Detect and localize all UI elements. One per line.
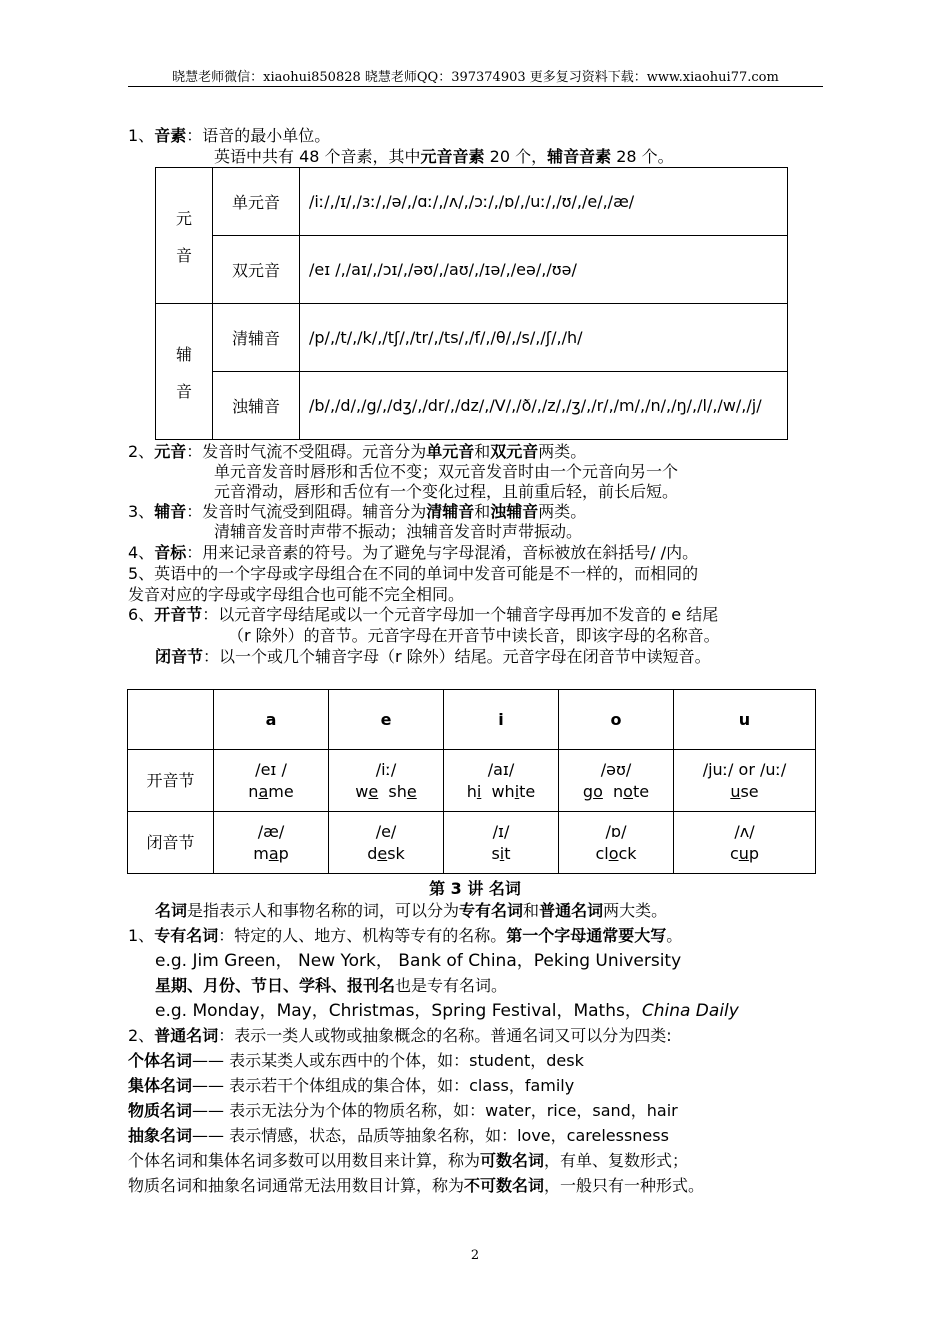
- example-words: [674, 843, 815, 865]
- word-part: me: [268, 781, 294, 801]
- ipa-symbol: /iː/: [375, 759, 397, 779]
- word-part: s: [491, 843, 500, 863]
- section-1: 1、音素：语音的最小单位。: [128, 126, 331, 145]
- word-part: n: [602, 781, 624, 801]
- monophthong-list: /iː/,/ɪ/,/ɜː/,/ə/,/ɑː/,/ʌ/,/ɔː/,/ɒ/,/uː/,/ʊ/,/e/,/æ/: [300, 168, 788, 236]
- word-part: ck: [618, 843, 637, 863]
- voiceless-list: /p/,/t/,/k/,/tʃ/,/tr/,/ts/,/f/,/θ/,/s/,/ʃ/,/h/: [300, 304, 788, 372]
- section-3: 3、辅音：发音时气流受到阻碍。辅音分为清辅音和浊辅音两类。: [128, 502, 587, 521]
- closed-cell-o: [559, 812, 674, 874]
- syllable-table: [127, 689, 816, 874]
- section-6-line-2: （r 除外）的音节。元音字母在开音节中读长音，即该字母的名称音。: [228, 626, 720, 645]
- header-u: u: [674, 690, 816, 750]
- example-words: [674, 781, 815, 803]
- word-part: m: [253, 843, 269, 863]
- example-words: [559, 843, 673, 865]
- section-4: 4、音标：用来记录音素的符号。为了避免与字母混淆，音标被放在斜括号/ /内。: [128, 543, 699, 562]
- header-a: a: [214, 690, 329, 750]
- open-syllable-label: 开音节: [128, 750, 214, 812]
- voiced-label: 浊辅音: [213, 372, 300, 440]
- example-words: [214, 843, 328, 865]
- lecture-title: 第 3 讲 名词: [429, 879, 521, 898]
- section-6-closed: 闭音节：以一个或几个辅音字母（r 除外）结尾。元音字母在闭音节中读短音。: [155, 647, 711, 666]
- closed-syllable-label: 闭音节: [128, 812, 214, 874]
- ipa-symbol: /aɪ/: [487, 759, 515, 779]
- example-words: [329, 781, 443, 803]
- section-2: 2、元音：发音时气流不受阻碍。元音分为单元音和双元音两类。: [128, 442, 587, 461]
- word-part: sk: [387, 843, 405, 863]
- section-6: 6、开音节：以元音字母结尾或以一个元音字母加一个辅音字母再加不发音的 e 结尾: [128, 605, 719, 624]
- section-2-line-3: 元音滑动，唇形和舌位有一个变化过程，且前重后轻，前长后短。: [214, 482, 679, 501]
- ipa-symbol: /ɒ/: [605, 821, 627, 841]
- ipa-symbol: /əʊ/: [600, 759, 632, 779]
- proper-noun-example-1: e.g. Jim Green， New York， Bank of China，Peking University: [155, 951, 682, 971]
- abstract-noun: 抽象名词—— 表示情感，状态，品质等抽象名称，如：love，carelessness: [128, 1126, 669, 1145]
- word-part: cl: [595, 843, 609, 863]
- open-cell-i: [444, 750, 559, 812]
- header-rule: [128, 86, 823, 87]
- word-part: w: [355, 781, 369, 801]
- vowel-letter: i: [499, 843, 505, 863]
- vowel-letter: e: [377, 843, 388, 863]
- ipa-symbol: /e/: [375, 821, 397, 841]
- page-header: 晓慧老师微信：xiaohui850828 晓慧老师QQ：397374903 更多复习资料下载：www.xiaohui77.com: [172, 70, 779, 85]
- diphthong-list: /eɪ /,/aɪ/,/ɔɪ/,/əʊ/,/aʊ/,/ɪə/,/eə/,/ʊə/: [300, 236, 788, 304]
- ipa-symbol: /æ/: [257, 821, 285, 841]
- vowel-letter: o: [593, 781, 603, 801]
- vowel-letter: a: [268, 843, 279, 863]
- vowel-letter: i: [514, 781, 520, 801]
- proper-noun-example-2: e.g. Monday，May，Christmas，Spring Festival，Maths，China Daily: [155, 1001, 739, 1021]
- ipa-symbol: /ɪ/: [492, 821, 510, 841]
- vowel-letter: u: [738, 843, 749, 863]
- header-e: e: [329, 690, 444, 750]
- section-2-line-2: 单元音发音时唇形和舌位不变；双元音发音时由一个元音向另一个: [214, 462, 679, 481]
- word-part: g: [582, 781, 594, 801]
- word-part: h: [466, 781, 477, 801]
- proper-noun: 1、专有名词：特定的人、地方、机构等专有的名称。第一个字母通常要大写。: [128, 926, 683, 945]
- example-words: [444, 843, 558, 865]
- ipa-symbol: /eɪ /: [255, 759, 287, 779]
- word-part: n: [248, 781, 259, 801]
- corner-cell: [128, 690, 214, 750]
- countable-note: 个体名词和集体名词多数可以用数目来计算，称为可数名词，有单、复数形式；: [128, 1151, 689, 1170]
- example-words: [329, 843, 443, 865]
- voiced-list: /b/,/d/,/g/,/dʒ/,/dr/,/dz/,/V/,/ð/,/z/,/ʒ/,/r/,/m/,/n/,/ŋ/,/l/,/w/,/j/: [300, 372, 788, 440]
- diphthong-label: 双元音: [213, 236, 300, 304]
- word-part: p: [748, 843, 760, 863]
- vowel-letter: u: [730, 781, 741, 801]
- header-o: o: [559, 690, 674, 750]
- section-5: 5、英语中的一个字母或字母组合在不同的单词中发音可能是不一样的，而相同的: [128, 564, 699, 583]
- open-cell-e: [329, 750, 444, 812]
- header-i: i: [444, 690, 559, 750]
- common-noun: 2、普通名词：表示一类人或物或抽象概念的名称。普通名词又可以分为四类:: [128, 1026, 672, 1045]
- material-noun: 物质名词—— 表示无法分为个体的物质名称，如：water，rice，sand，hair: [128, 1101, 678, 1120]
- word-part: te: [519, 781, 536, 801]
- vowel-letter: e: [406, 781, 417, 801]
- voiceless-label: 清辅音: [213, 304, 300, 372]
- closed-cell-u: [674, 812, 816, 874]
- word-part: sh: [378, 781, 407, 801]
- vowel-letter: i: [476, 781, 482, 801]
- example-words: [444, 781, 558, 803]
- example-words: [559, 781, 673, 803]
- vowel-letter: e: [368, 781, 379, 801]
- noun-intro: 名词是指表示人和事物名称的词，可以分为专有名词和普通名词两大类。: [155, 901, 668, 920]
- monophthong-label: 单元音: [213, 168, 300, 236]
- consonant-category: 辅 音: [156, 304, 213, 440]
- word-part: p: [278, 843, 289, 863]
- vowel-letter: a: [258, 781, 269, 801]
- open-cell-a: [214, 750, 329, 812]
- section-1-line-2: 英语中共有 48 个音素，其中元音音素 20 个，辅音音素 28 个。: [214, 147, 674, 166]
- word-part: t: [504, 843, 511, 863]
- open-cell-u: [674, 750, 816, 812]
- section-3-line-2: 清辅音发音时声带不振动；浊辅音发音时声带振动。: [214, 522, 583, 541]
- uncountable-note: 物质名词和抽象名词通常无法用数目计算，称为不可数名词，一般只有一种形式。: [128, 1176, 705, 1195]
- vowel-letter: o: [623, 781, 633, 801]
- example-words: [214, 781, 328, 803]
- closed-cell-e: [329, 812, 444, 874]
- open-cell-o: [559, 750, 674, 812]
- page-number: 2: [470, 1248, 480, 1263]
- phoneme-table: [155, 167, 788, 440]
- ipa-symbol: /ʌ/: [734, 821, 755, 841]
- vowel-letter: o: [608, 843, 619, 863]
- collective-noun: 集体名词—— 表示若干个体组成的集合体，如：class，family: [128, 1076, 575, 1095]
- closed-cell-i: [444, 812, 559, 874]
- vowel-category: 元 音: [156, 168, 213, 304]
- section-5-line-2: 发音对应的字母或字母组合也可能不完全相同。: [128, 585, 465, 604]
- word-part: c: [729, 843, 739, 863]
- word-part: te: [632, 781, 650, 801]
- word-part: d: [367, 843, 378, 863]
- closed-cell-a: [214, 812, 329, 874]
- word-part: wh: [481, 781, 515, 801]
- individual-noun: 个体名词—— 表示某类人或东西中的个体，如：student，desk: [128, 1051, 584, 1070]
- proper-noun-categories: 星期、月份、节日、学科、报刊名也是专有名词。: [155, 976, 508, 995]
- word-part: se: [740, 781, 759, 801]
- ipa-symbol: /juː/ or /uː/: [702, 759, 787, 779]
